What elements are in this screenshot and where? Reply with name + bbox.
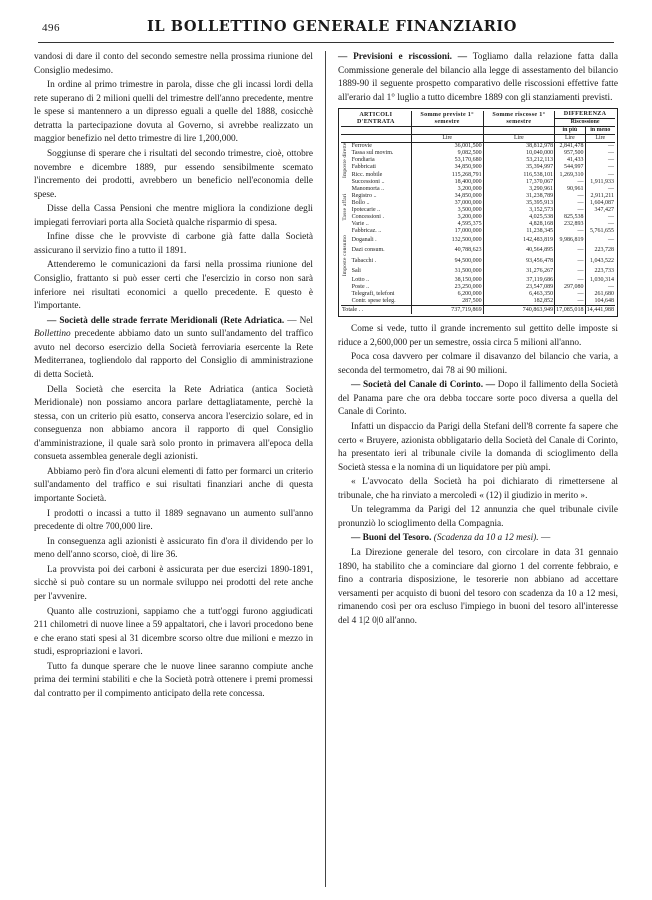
row-label: Registro .. xyxy=(351,192,377,199)
left-column xyxy=(34,51,326,887)
row-riscosse: 40,564,895 xyxy=(483,246,555,256)
row-label: Dazi consum. xyxy=(351,247,385,254)
row-inpiu: 41,433 xyxy=(555,157,585,164)
row-inmeno: — xyxy=(585,235,615,245)
row-inmeno: — xyxy=(585,172,615,179)
row-riscosse: 37,119,686 xyxy=(483,277,555,284)
row-inpiu: 957,500 xyxy=(555,150,585,157)
table-unit-blank xyxy=(341,135,411,143)
row-riscosse: 182,852 xyxy=(483,298,555,306)
row-previste: 37,000,000 xyxy=(411,200,483,207)
table-row xyxy=(341,291,615,298)
row-inpiu: 825,538 xyxy=(555,214,585,221)
row-riscosse: 35,394,997 xyxy=(483,164,555,171)
row-label: Concessioni . xyxy=(351,214,384,221)
row-previste: 287,500 xyxy=(411,298,483,306)
paragraph: I prodotti o incassi a tutto il 1889 segnavano un aumento sull'anno precedente di oltre 700,000 lire. xyxy=(34,508,313,533)
paragraph: vandosi di dare il conto del secondo semestre nella prossima riunione del Consiglio medesimo. xyxy=(34,52,313,76)
row-group-label: Imposte consumo xyxy=(342,235,349,277)
total-label: Totale . . xyxy=(341,305,411,314)
total-inmeno: 14,441,988 xyxy=(586,306,614,313)
row-previste: 23,250,000 xyxy=(411,284,483,291)
row-inmeno: — xyxy=(585,164,615,171)
row-riscosse: 35,395,913 xyxy=(483,200,555,207)
row-label: Fabbricaz. .. xyxy=(351,228,382,235)
section-italic-word: Bollettino xyxy=(34,329,71,340)
row-inmeno: — xyxy=(585,157,615,164)
financial-table xyxy=(338,108,618,317)
row-inmeno: 223,733 xyxy=(585,266,615,276)
table-row xyxy=(341,164,615,171)
table-row xyxy=(341,207,615,214)
table-row xyxy=(341,221,615,228)
row-previste: 3,200,000 xyxy=(411,214,483,221)
row-inpiu: — xyxy=(555,256,585,266)
row-inmeno: 104,648 xyxy=(585,298,615,306)
row-riscosse: 17,370,067 xyxy=(483,179,555,186)
section-dash: — xyxy=(540,533,551,544)
row-label: Ferrovie xyxy=(351,143,372,150)
paragraph: Disse della Cassa Pensioni che mentre migliora la condizione degli impiegati ferroviari porta alla Società qualche risparmio di spesa. xyxy=(34,204,313,228)
table-row xyxy=(341,172,615,179)
row-previste: 9,082,500 xyxy=(411,150,483,157)
row-inpiu: 90,961 xyxy=(555,186,585,193)
row-inpiu: 2,841,478 xyxy=(555,143,585,151)
table-header-differenza: DIFFERENZA xyxy=(555,111,615,119)
table-header-blank xyxy=(341,127,411,135)
row-inmeno: 5,761,655 xyxy=(585,228,615,235)
table-row xyxy=(341,284,615,291)
section-heading: — Società del Canale di Corinto. — xyxy=(351,380,496,391)
row-label: Successioni .. xyxy=(351,178,385,185)
body-columns xyxy=(34,51,618,887)
row-previste: 36,001,500 xyxy=(411,143,483,151)
section-previsioni xyxy=(338,51,618,105)
row-inpiu: 297,080 xyxy=(555,284,585,291)
table-body xyxy=(341,143,615,314)
row-label: Contr. spese teleg. xyxy=(351,297,396,304)
table-header-inmeno: in meno xyxy=(585,127,615,135)
folio-number: 496 xyxy=(42,22,60,34)
table-row xyxy=(341,228,615,235)
row-label: Manomorta .. xyxy=(351,185,385,192)
row-riscosse: 53,212,113 xyxy=(483,157,555,164)
section-rest: precedente abbiamo dato un sunto sull'andamento del traffico avuto nel decorso esercizio della Società ferroviaria esercente la Rete Mediterranea, togliendolo dal rapporto del Consiglio di amministrazione di detta Società. xyxy=(34,329,313,380)
paragraph: « L'avvocato della Società ha poi dichiarato di rimettersene al tribunale, che ha rinviato a mercoledì « (12) il giudizio in merito ». xyxy=(338,477,618,501)
table-row xyxy=(341,193,615,200)
row-previste: 94,500,000 xyxy=(411,256,483,266)
row-previste: 31,500,000 xyxy=(411,266,483,276)
row-previste: 38,150,000 xyxy=(411,277,483,284)
table-row xyxy=(341,143,615,151)
row-label: Ipotecarie .. xyxy=(351,207,381,213)
table-row xyxy=(341,277,615,284)
row-previste: 132,500,000 xyxy=(411,235,483,245)
row-label: Fabbricati xyxy=(351,164,376,171)
row-previste: 17,000,000 xyxy=(411,228,483,235)
row-inpiu: — xyxy=(555,246,585,256)
row-group-label: Imposte dirette xyxy=(342,142,349,179)
table-row xyxy=(341,214,615,221)
row-inmeno: — xyxy=(585,214,615,221)
row-inmeno: 2,911,211 xyxy=(585,193,615,200)
row-inmeno: — xyxy=(585,150,615,157)
total-inpiu: 17,085,018 xyxy=(556,306,584,313)
row-label: Tassa sul movim. xyxy=(351,150,394,157)
row-riscosse: 4,025,538 xyxy=(483,214,555,221)
table-row xyxy=(341,200,615,207)
row-inmeno: 1,043,522 xyxy=(585,256,615,266)
row-inpiu: — xyxy=(555,291,585,298)
row-inpiu: — xyxy=(555,179,585,186)
table-unit-lire3: Lire xyxy=(555,135,585,143)
row-inpiu: — xyxy=(555,228,585,235)
total-riscosse: 740,863,949 xyxy=(483,305,555,314)
row-previste: 40,788,623 xyxy=(411,246,483,256)
paragraph: Un telegramma da Parigi del 12 annunzia che quel tribunale civile pronunziò lo scioglimento della Compagnia. xyxy=(338,505,618,529)
paragraph: Quanto alle costruzioni, sappiamo che a tutt'oggi furono aggiudicati 211 chilometri di nuove linee a 59 appaltatori, che i lavori procedono bene e che erano stati spesi al 31 dicembre scorso oltre due milioni e mezzo in studi, espropriazioni e lavori. xyxy=(34,606,313,658)
row-label: Tabacchi . xyxy=(351,257,377,264)
table-header-blank3 xyxy=(483,127,555,135)
section-text: Dopo il fallimento della Società del Panama pare che ora debba toccare sorte poco diversa a quella del Canale di Corinto. xyxy=(338,380,618,418)
section-subheading: (Scadenza da 10 a 12 mesi). xyxy=(433,533,539,544)
section-meridionali xyxy=(34,315,313,383)
row-inpiu: — xyxy=(555,266,585,276)
row-group-label: Tasse affari xyxy=(342,193,349,221)
section-lead: — Nel xyxy=(287,315,314,326)
section-heading: — Buoni del Tesoro. xyxy=(351,533,432,544)
paragraph: Soggiunse di sperare che i risultati del secondo trimestre, cioè, ottobre novembre e dicembre 1889, pur essendo sensibilmente scemato l'incremento dei prodotti, avrebbero un beneficio nell'economia delle spese. xyxy=(34,148,313,200)
row-riscosse: 38,812,978 xyxy=(483,143,555,151)
row-inpiu: 544,997 xyxy=(555,164,585,171)
row-group-label xyxy=(341,277,351,306)
row-riscosse: 31,276,267 xyxy=(483,266,555,276)
row-label: Varie .. xyxy=(351,221,369,228)
page-header xyxy=(34,18,618,40)
row-inpiu: 1,269,310 xyxy=(555,172,585,179)
row-label: Fondiaria xyxy=(351,157,375,164)
table-header-inpiu: in più xyxy=(555,127,585,135)
row-riscosse: 3,152,573 xyxy=(483,207,555,214)
row-inpiu: 9,986,819 xyxy=(555,235,585,245)
section-buoni-tesoro xyxy=(338,532,618,546)
section-heading: — Previsioni e riscossioni. — xyxy=(338,52,468,62)
paragraph: Infine disse che le provviste di carbone già fatte dalla Società assicurano il servizio fino a tutto il 1891. xyxy=(34,232,313,256)
paragraph: Abbiamo però fin d'ora alcuni elementi di fatto per formarci un criterio sull'andamento del traffico e sui risultati finanziari anche di questa importante Società. xyxy=(34,466,313,504)
paragraph: In ordine al primo trimestre in parola, disse che gli incassi lordi della rete superano di 2 milioni quelli del trimestre dell'anno precedente, mentre le spese si mantennero a un dipresso eguali a quelle del 1888, cosicchè detratta la partecipazione dovuta al Governo, si avrebbe realizzato un maggior benefizio nel detto trimestre di lire 1,200,000. xyxy=(34,80,313,145)
row-previste: 115,268,791 xyxy=(411,172,483,179)
table-header-blank2 xyxy=(411,127,483,135)
section-corinto xyxy=(338,379,618,420)
table-row xyxy=(341,266,615,276)
table-row xyxy=(341,235,615,245)
row-riscosse: 116,538,101 xyxy=(483,172,555,179)
paragraph: Infatti un dispaccio da Parigi della Stefani dell'8 corrente fa sapere che certo « Bruyere, azionista obbligatario della Società del Canale di Corinto, ha presentato ieri al tribunale civile la domanda di scioglimento della Società stessa e la nomina di un liquidatore per più ampi. xyxy=(338,421,618,473)
table-header-riscosse: Somme riscosse 1° semestre xyxy=(483,111,555,127)
row-previste: 3,200,000 xyxy=(411,186,483,193)
table-unit-lire2: Lire xyxy=(483,135,555,143)
total-previste: 737,719,869 xyxy=(411,305,483,314)
table-unit-lire1: Lire xyxy=(411,135,483,143)
paragraph: La provvista poi dei carboni è assicurata per due esercizi 1890-1891, sicchè si può contare su un normale sviluppo nei prodotti del rete anche per l'avvenire. xyxy=(34,564,313,602)
row-inpiu: — xyxy=(555,193,585,200)
table-header-previste: Somme previste 1° semestre xyxy=(411,111,483,127)
row-riscosse: 11,238,345 xyxy=(483,228,555,235)
table-total-row xyxy=(341,305,615,314)
paragraph: Poca cosa davvero per colmare il disavanzo del bilancio che varia, a seconda del termometro, dai 78 ai 90 milioni. xyxy=(338,352,618,376)
row-inpiu: 232,893 xyxy=(555,221,585,228)
right-column xyxy=(326,51,618,887)
row-inmeno: 1,911,933 xyxy=(585,179,615,186)
row-inmeno: 261,680 xyxy=(585,291,615,298)
running-head-title: IL BOLLETTINO GENERALE FINANZIARIO xyxy=(146,18,518,35)
row-label: Ricc. mobile xyxy=(351,171,383,178)
table-row xyxy=(341,186,615,193)
paragraph: La Direzione generale del tesoro, con circolare in data 31 gennaio 1890, ha stabilito che a cominciare dal giorno 1 del corrente febbraio, e fino a contraria disposizione, le tesorerie non abbiano ad accettare versamenti per acquisto di buoni del tesoro con scadenza da 10 a 12 mesi, rimanendo così per ora escluso l'impiego in buoni del tesoro all'interesse del 4 1|2 0|0 all'anno. xyxy=(338,548,618,626)
paragraph: Come si vede, tutto il grande incremento sul gettito delle imposte si riduce a 2,600,000 per un semestre, ossia circa 5 milioni all'anno. xyxy=(338,324,618,348)
row-previste: 18,400,000 xyxy=(411,179,483,186)
row-previste: 34,850,000 xyxy=(411,193,483,200)
table-row xyxy=(341,246,615,256)
table-row xyxy=(341,157,615,164)
row-previste: 53,170,680 xyxy=(411,157,483,164)
header-rule xyxy=(38,42,614,43)
paragraph: Tutto fa dunque sperare che le nuove linee saranno compiute anche prima dei termini stabiliti e che la Società potrà ottenere i premi promessi dal contratto per il compimento anticipato della rete concessa. xyxy=(34,661,313,699)
row-inmeno: 347,427 xyxy=(585,207,615,214)
paragraph: Della Società che esercita la Rete Adriatica (antica Società Meridionale) non possiamo ancora parlare dettagliatamente, perchè la stessa, con un criterio più esatto, conserva ancora l'esercizio solare, ed in conseguenza non abbiamo ancora il rapporto di quel Consiglio d'amministrazione, il quale sarà solo pronto in primavera all'epoca della consueta assemblea generale degli azionisti. xyxy=(34,384,313,463)
row-previste: 3,500,000 xyxy=(411,207,483,214)
table-header-riscossione: Riscossione xyxy=(555,119,615,127)
table-row xyxy=(341,298,615,306)
row-riscosse: 4,828,168 xyxy=(483,221,555,228)
row-previste: 4,595,375 xyxy=(411,221,483,228)
row-riscosse: 3,290,961 xyxy=(483,186,555,193)
paragraph: Attenderemo le comunicazioni da farsi nella prossima riunione del Consiglio, frattanto si può esser certi che l'esercizio in corso non sarà inferiore nei risultati economici a quello precedente. E questo è l'importante. xyxy=(34,260,313,312)
row-riscosse: 6,463,350 xyxy=(483,291,555,298)
row-inpiu: — xyxy=(555,298,585,306)
row-label: Sali xyxy=(351,267,361,274)
row-inmeno: — xyxy=(585,221,615,228)
row-inpiu: — xyxy=(555,277,585,284)
section-text: Togliamo dalla relazione fatta dalla Commissione generale del bilancio alla legge di assestamento del bilancio 1889-90 il seguente prospetto comparativo delle riscossioni effettive fatte all'erario dal 1° luglio a tutto dicembre 1889 con gli stanziamenti previsti. xyxy=(338,52,619,103)
row-inmeno: 223,728 xyxy=(585,246,615,256)
row-inpiu: — xyxy=(555,207,585,214)
table-unit-lire4: Lire xyxy=(585,135,615,143)
row-label: Bollo .. xyxy=(351,199,370,206)
row-inmeno: 1,030,314 xyxy=(585,277,615,284)
row-previste: 6,200,000 xyxy=(411,291,483,298)
table-row xyxy=(341,179,615,186)
row-label: Doganali . xyxy=(351,236,377,243)
row-riscosse: 10,040,000 xyxy=(483,150,555,157)
row-inmeno: — xyxy=(585,143,615,151)
paragraph: In conseguenza agli azionisti è assicurato fin d'ora il dividendo per lo meno dell'anno scorso, cioè, di lire 36. xyxy=(34,536,313,561)
table-header-articoli: ARTICOLI D'ENTRATA xyxy=(341,111,411,127)
row-riscosse: 31,238,789 xyxy=(483,193,555,200)
section-heading: — Società delle strade ferrate Meridionali (Rete Adriatica. xyxy=(47,315,285,326)
row-inpiu: — xyxy=(555,200,585,207)
row-riscosse: 23,547,089 xyxy=(483,284,555,291)
row-previste: 34,850,900 xyxy=(411,164,483,171)
row-label: Poste .. xyxy=(351,283,370,290)
table-row xyxy=(341,150,615,157)
row-riscosse: 142,483,819 xyxy=(483,235,555,245)
row-inmeno: — xyxy=(585,186,615,193)
row-inmeno: — xyxy=(585,284,615,291)
row-riscosse: 93,456,478 xyxy=(483,256,555,266)
row-label: Lotto .. xyxy=(351,276,370,283)
row-label: Telegrafi, telefoni xyxy=(351,290,395,297)
row-inmeno: 1,604,087 xyxy=(585,200,615,207)
table-row xyxy=(341,256,615,266)
